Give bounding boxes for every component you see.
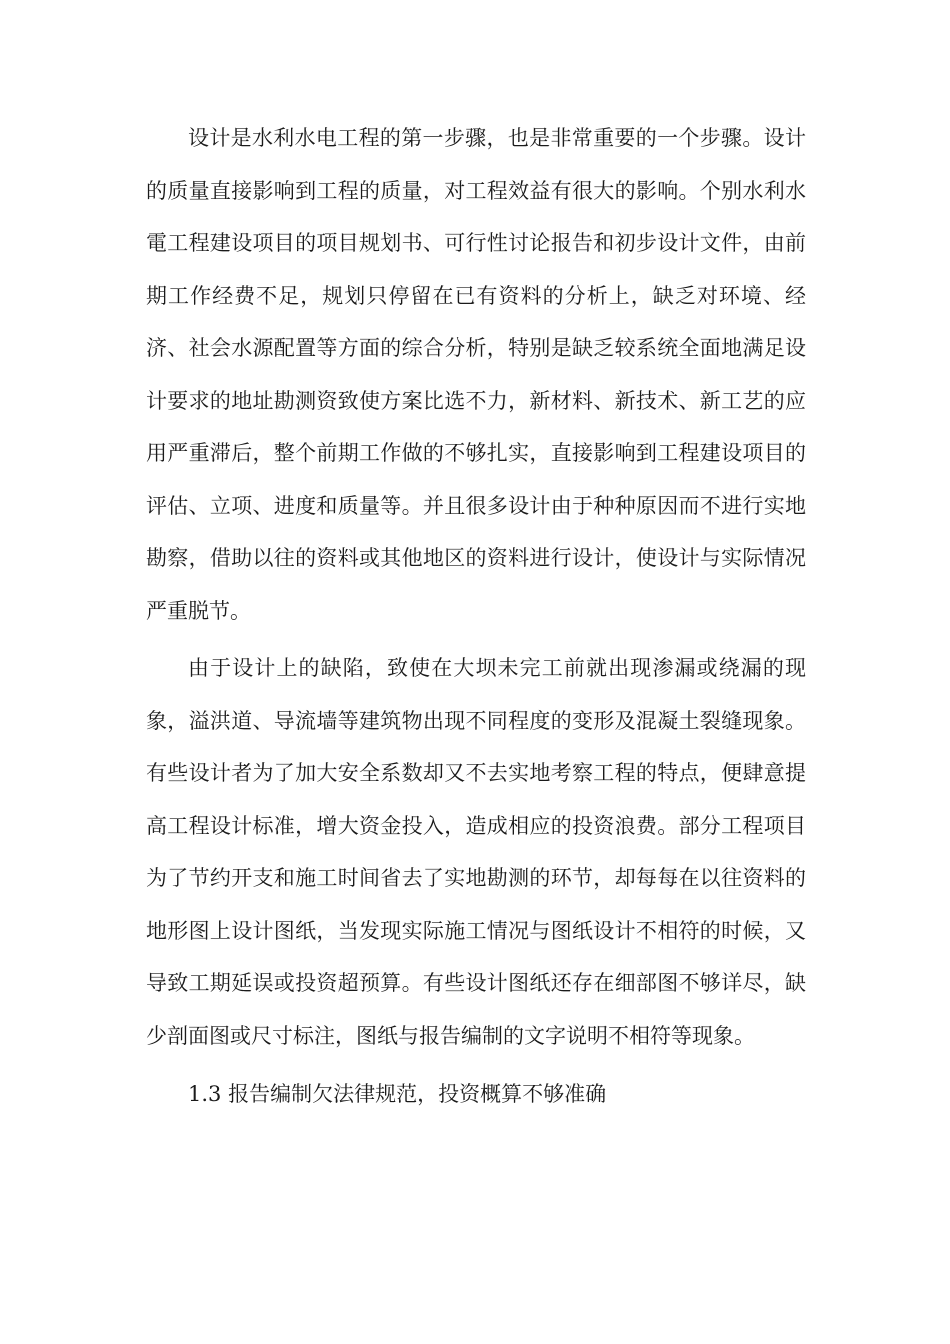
section-heading: 1.3 报告编制欠法律规范，投资概算不够准确 [188,1082,607,1106]
body-paragraph: 设计是水利水电工程的第一步骤，也是非常重要的一个步骤。设计的质量直接影响到工程的质量，对工程效益有很大的影响。个别水利水電工程建设项目的项目规划书、可行性讨论报告和初步设计文件，由前期工作经费不足，规划只停留在已有资料的分析上，缺乏对环境、经济、社会水源配置等方面的综合分析，特别是缺乏较系统全面地满足设计要求的地址勘测资致使方案比选不力，新材料、新技术、新工艺的应用严重滞后，整个前期工作做的不够扎实，直接影响到工程建设项目的评估、立项、进度和质量等。并且很多设计由于种种原因而不进行实地勘察，借助以往的资料或其他地区的资料进行设计，使设计与实际情况严重脱节。 [146,126,806,623]
body-paragraph: 由于设计上的缺陷，致使在大坝未完工前就出现渗漏或绕漏的现象，溢洪道、导流墙等建筑物出现不同程度的变形及混凝土裂缝现象。有些设计者为了加大安全系数却又不去实地考察工程的特点，便肆意提高工程设计标准，增大资金投入，造成相应的投资浪费。部分工程项目为了节约开支和施工时间省去了实地勘测的环节，却每每在以往资料的地形图上设计图纸，当发现实际施工情况与图纸设计不相符的时候，又导致工期延误或投资超预算。有些设计图纸还存在细部图不够详尽，缺少剖面图或尺寸标注，图纸与报告编制的文字说明不相符等现象。 [146,656,806,1048]
document-body [146,112,806,1121]
